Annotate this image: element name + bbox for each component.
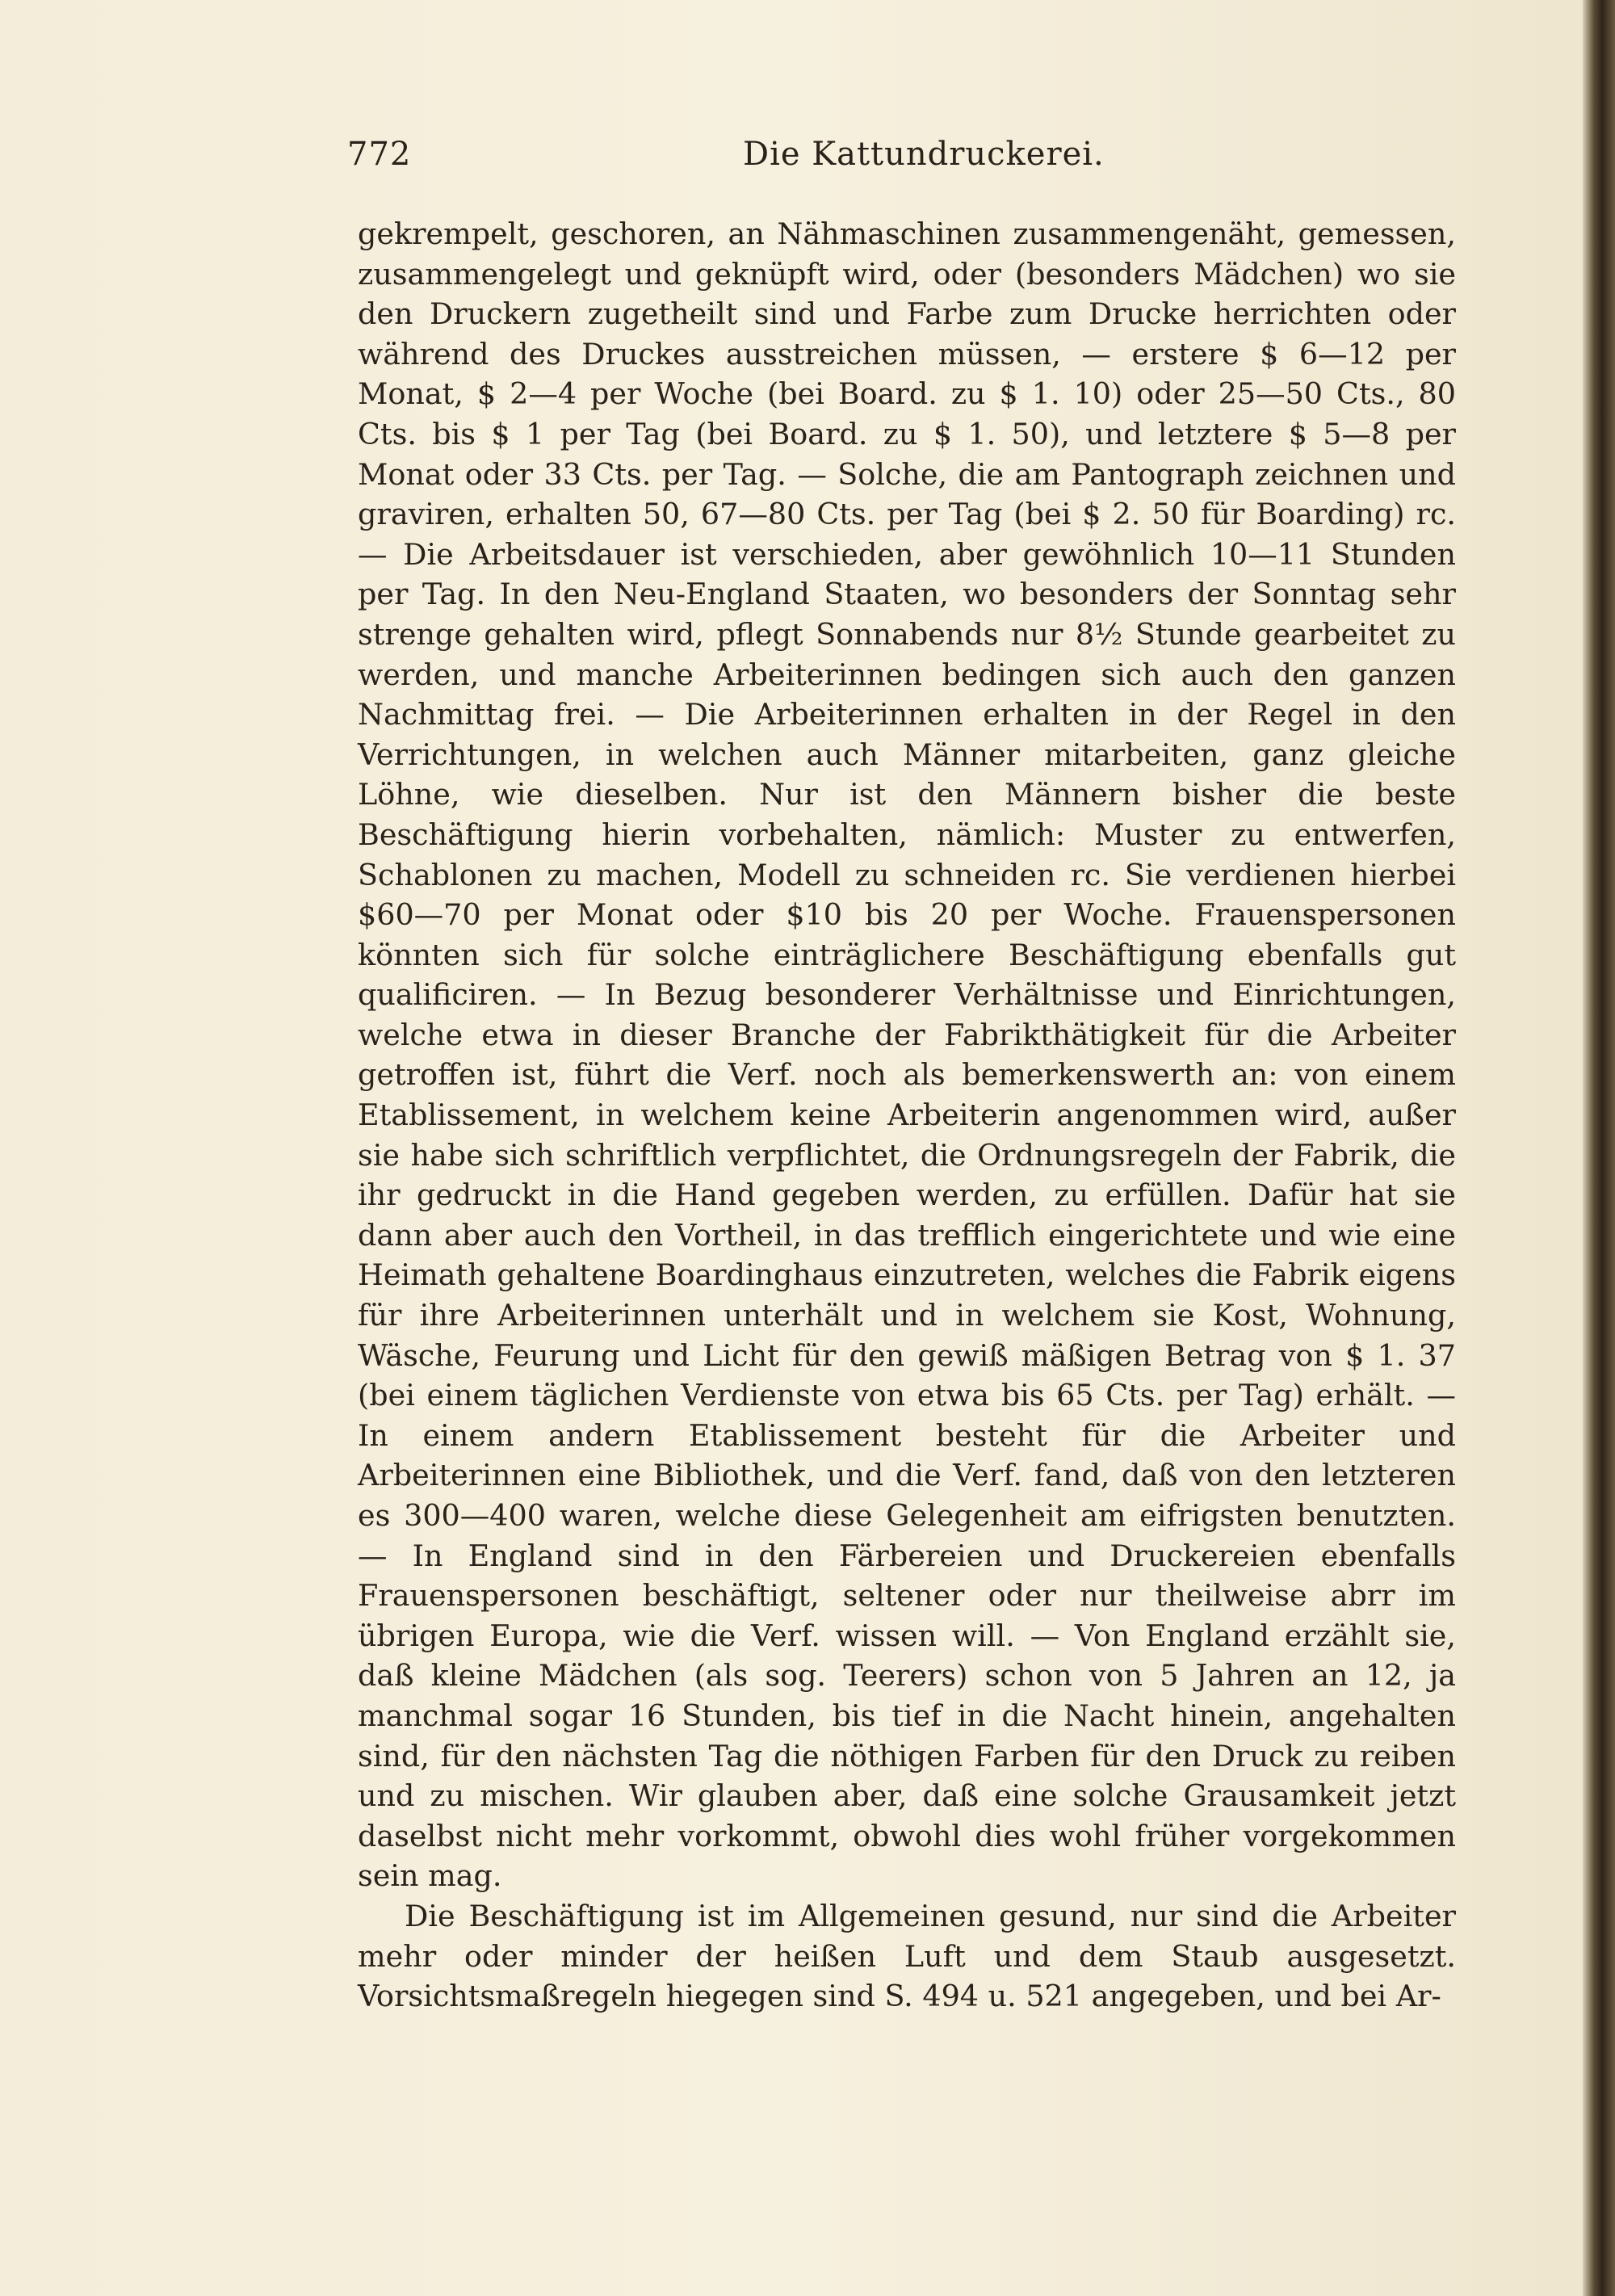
paragraph: Die Beschäftigung ist im Allgemeinen gesund, nur sind die Arbeiter mehr oder minder der heißen Luft und dem Staub ausgesetzt. Vorsichtsmaßregeln hiegegen sind S. 494 u. 521 angegeben, und bei Ar-: [358, 1898, 1456, 2014]
binding-edge: [1583, 0, 1615, 2296]
paragraph: gekrempelt, geschoren, an Nähmaschinen zusammengenäht, gemessen, zusammengelegt und geknüpft wird, oder (besonders Mädchen) wo sie den Druckern zugetheilt sind und Farbe zum Drucke herrichten oder während des Druckes ausstreichen müssen, — erstere $ 6—12 per Monat, $ 2—4 per Woche (bei Board. zu $ 1. 10) oder 25—50 Cts., 80 Cts. bis $ 1 per Tag (bei Board. zu $ 1. 50), und letztere $ 5—8 per Monat oder 33 Cts. per Tag. — Solche, die am Pantograph zeichnen und graviren, erhalten 50, 67—80 Cts. per Tag (bei $ 2. 50 für Boarding) rc. — Die Arbeitsdauer ist verschieden, aber gewöhnlich 10—11 Stunden per Tag. In den Neu-England Staaten, wo besonders der Sonntag sehr strenge gehalten wird, pflegt Sonnabends nur 8½ Stunde gearbeitet zu werden, und manche Arbeiterinnen bedingen sich auch den ganzen Nachmittag frei. — Die Arbeiterinnen erhalten in der Regel in den Verrichtungen, in welchen auch Männer mitarbeiten, ganz gleiche Löhne, wie dieselben. Nur ist den Männern bisher die beste Beschäftigung hierin vorbehalten, nämlich: Muster zu entwerfen, Schablonen zu machen, Modell zu schneiden rc. Sie verdienen hierbei $60—70 per Monat oder $10 bis 20 per Woche. Frauenspersonen könnten sich für solche einträglichere Beschäftigung ebenfalls gut qualificiren. — In Bezug besonderer Verhältnisse und Einrichtungen, welche etwa in dieser Branche der Fabrikthätigkeit für die Arbeiter getroffen ist, führt die Verf. noch als bemerkenswerth an: von einem Etablissement, in welchem keine Arbeiterin angenommen wird, außer sie habe sich schriftlich verpflichtet, die Ordnungsregeln der Fabrik, die ihr gedruckt in die Hand gegeben werden, zu erfüllen. Dafür hat sie dann aber auch den Vortheil, in das trefflich eingerichtete und wie eine Heimath gehaltene Boardinghaus einzutreten, welches die Fabrik eigens für ihre Arbeiterinnen unterhält und in welchem sie Kost, Wohnung, Wäsche, Feurung und Licht für den gewiß mäßigen Betrag von $ 1. 37 (bei einem täglichen Verdienste von etwa bis 65 Cts. per Tag) erhält. — In einem andern Etablissement besteht für die Arbeiter und Arbeiterinnen eine Bibliothek, und die Verf. fand, daß von den letzteren es 300—400 waren, welche diese Gelegenheit am eifrigsten benutzten. — In England sind in den Färbereien und Druckereien ebenfalls Frauenspersonen beschäftigt, seltener oder nur theilweise abrr im übrigen Europa, wie die Verf. wissen will. — Von England erzählt sie, daß kleine Mädchen (als sog. Teerers) schon von 5 Jahren an 12, ja manchmal sogar 16 Stunden, bis tief in die Nacht hinein, angehalten sind, für den nächsten Tag die nöthigen Farben für den Druck zu reiben und zu mischen. Wir glauben aber, daß eine solche Grausamkeit jetzt daselbst nicht mehr vorkommt, obwohl dies wohl früher vorgekommen sein mag.: [358, 216, 1456, 1894]
body-text: [358, 214, 1456, 2017]
running-title: Die Kattundruckerei.: [743, 136, 1105, 173]
page-header: [347, 136, 1462, 184]
page-number: 772: [347, 136, 412, 173]
